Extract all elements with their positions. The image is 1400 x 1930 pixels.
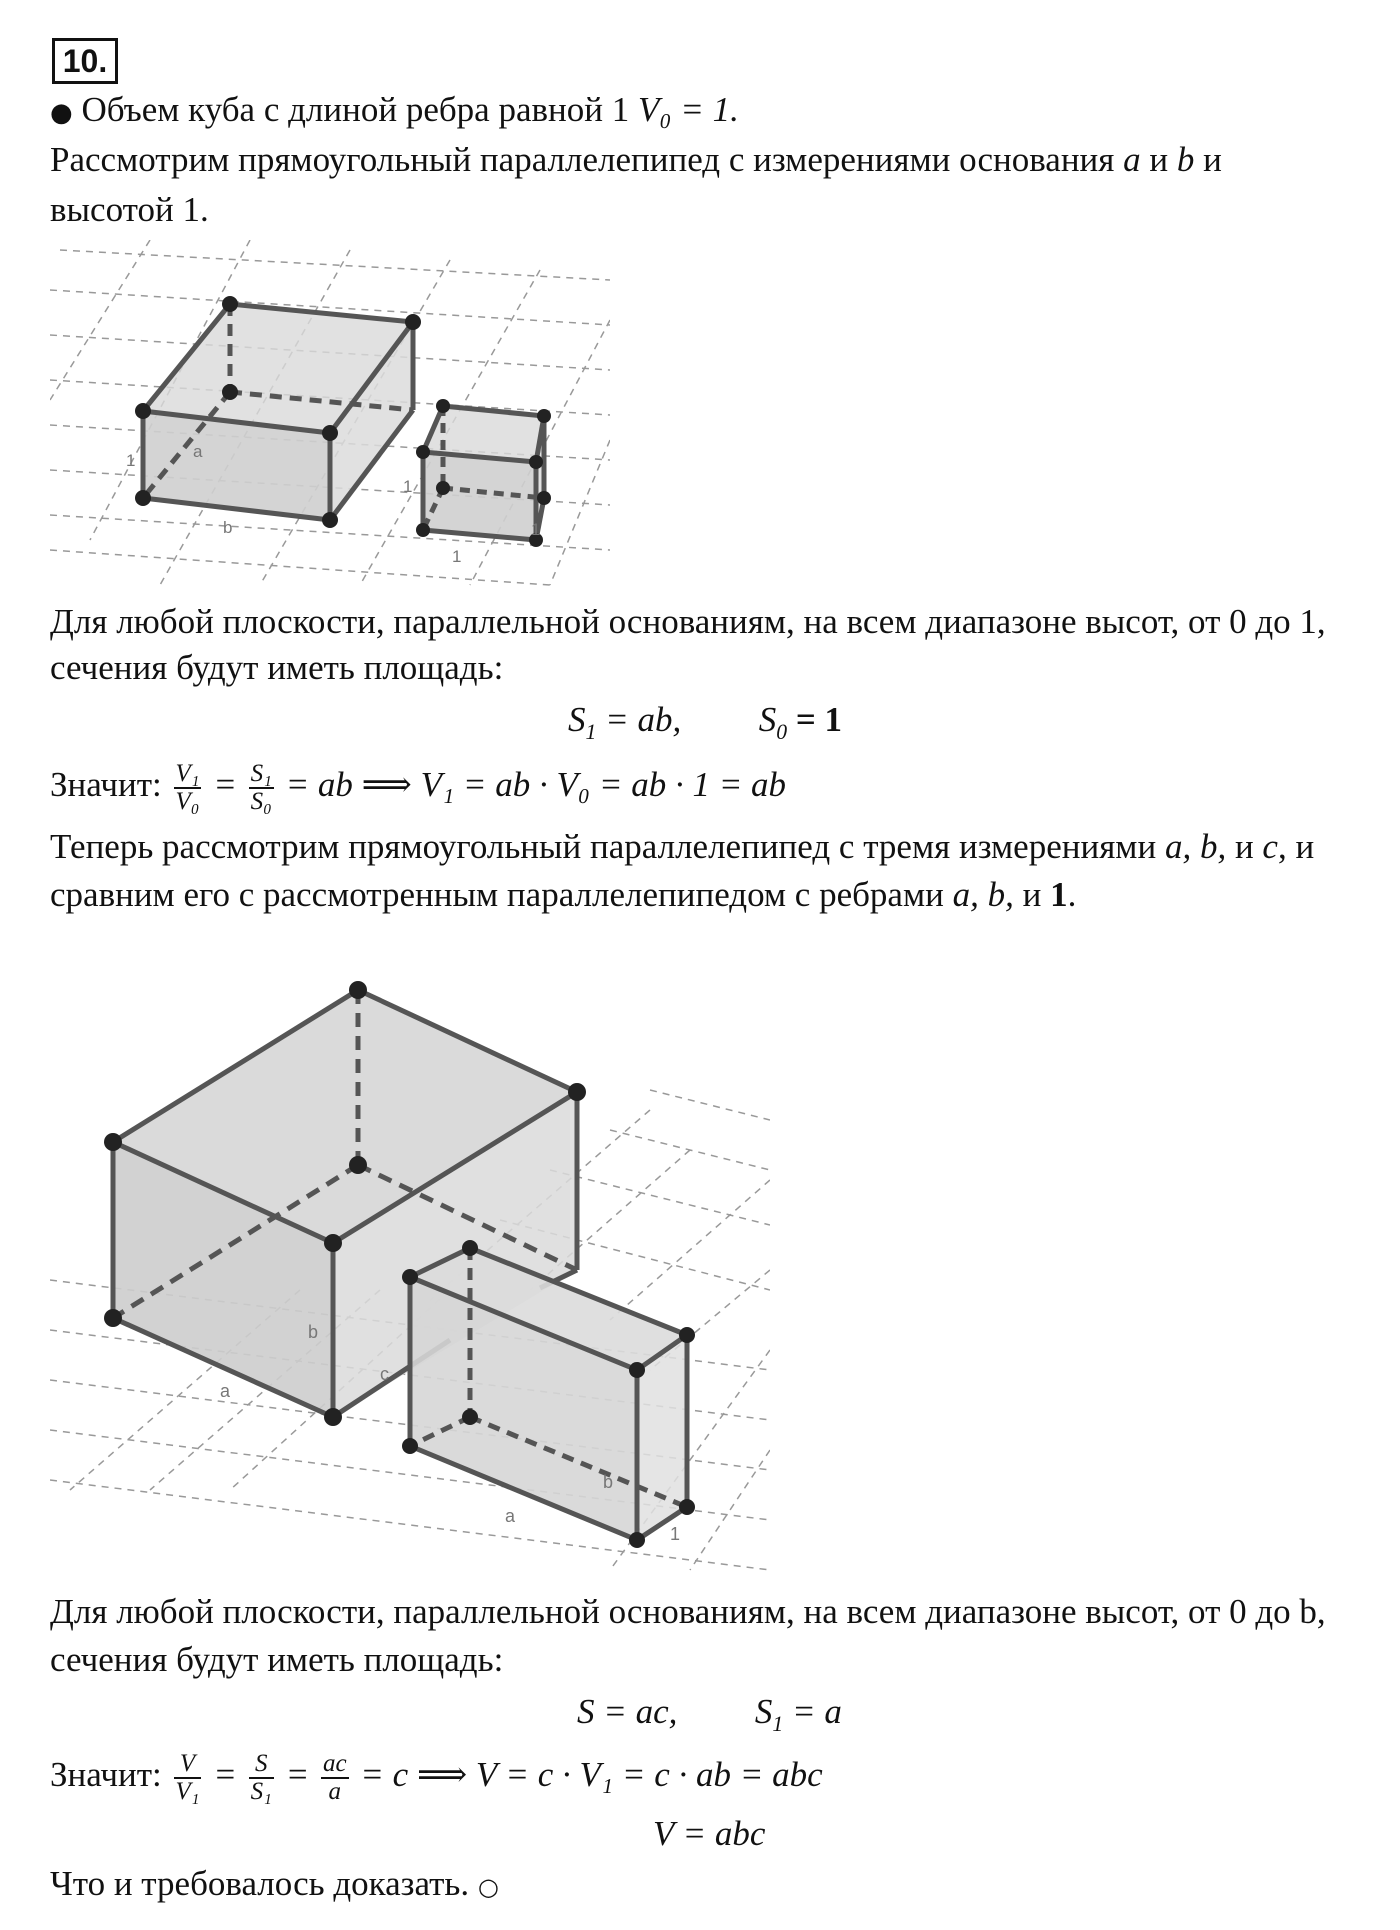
- label-one: 1: [670, 1524, 681, 1544]
- large-box: [135, 296, 421, 528]
- label-b-right: b: [603, 1472, 614, 1492]
- paragraph-cube-volume: ● Объем куба с длиной ребра равной 1 V₀ = 1.: [50, 90, 739, 129]
- paragraph-now-consider-line2: сравним его с рассмотренным параллелепипедом с ребрами a, b, и 1.: [50, 875, 1077, 914]
- paragraph-any-plane-2-line2: сечения будут иметь площадь:: [50, 1640, 504, 1679]
- paragraph-qed: Что и требовалось доказать. ○: [50, 1864, 499, 1903]
- paragraph-any-plane-1-line2: сечения будут иметь площадь:: [50, 648, 504, 687]
- equation-s-ac: S = ac, $S_1 = a$: [577, 1692, 842, 1736]
- label-c: c: [380, 1364, 389, 1384]
- equation-znachit-2: Значит: $\frac{V}{\text{V₁}}$ = $\frac{S}{\text{S₁}}$ = $\frac{ac}{a}$ = c ⟹ V = c · V₁ = c · ab = abc: [50, 1749, 823, 1805]
- formula-v0: V₀ = 1.: [637, 90, 739, 129]
- label-a: a: [193, 442, 203, 461]
- qed-circle-icon: ○: [477, 1873, 499, 1901]
- label-a-left: a: [220, 1381, 231, 1401]
- equation-znachit-1: Значит: $\frac{\text{V₁}}{\text{V₀}}$ = $\frac{\text{S₁}}{\text{S₀}}$ = ab ⟹ V₁ = ab · V₀ = ab · 1 = ab: [50, 759, 787, 815]
- medium-box-ab1: [402, 1240, 695, 1548]
- label-b: b: [223, 518, 233, 537]
- label-b-left: b: [308, 1322, 319, 1342]
- equation-s1-ab: $S_1$ = ab, $S_0 = 1$: [568, 700, 843, 744]
- paragraph-any-plane-1-line1: Для любой плоскости, параллельной основаниям, на всем диапазоне высот, от 0 до 1,: [50, 602, 1326, 641]
- label-one-cube-right: 1: [531, 520, 541, 539]
- paragraph-any-plane-2-line1: Для любой плоскости, параллельной основаниям, на всем диапазоне высот, от 0 до b,: [50, 1592, 1326, 1631]
- equation-v-abc: V = abc: [653, 1814, 766, 1853]
- paragraph-consider-line1: Рассмотрим прямоугольный параллелепипед с измерениями основания a и b и: [50, 140, 1222, 179]
- label-a-right: a: [505, 1506, 516, 1526]
- figure-parallelepiped-and-cube: [50, 240, 610, 590]
- label-one-cube-bottom: 1: [452, 547, 462, 566]
- bullet-icon: ●: [50, 98, 73, 128]
- label-one-cube-side: 1: [403, 477, 413, 496]
- problem-number: 10.: [52, 38, 118, 84]
- paragraph-consider-line2: высотой 1.: [50, 190, 209, 229]
- label-one-left: 1: [126, 451, 136, 470]
- figure-two-parallelepipeds: [50, 970, 770, 1590]
- paragraph-now-consider-line1: Теперь рассмотрим прямоугольный параллелепипед с тремя измерениями a, b, и c, и: [50, 827, 1315, 866]
